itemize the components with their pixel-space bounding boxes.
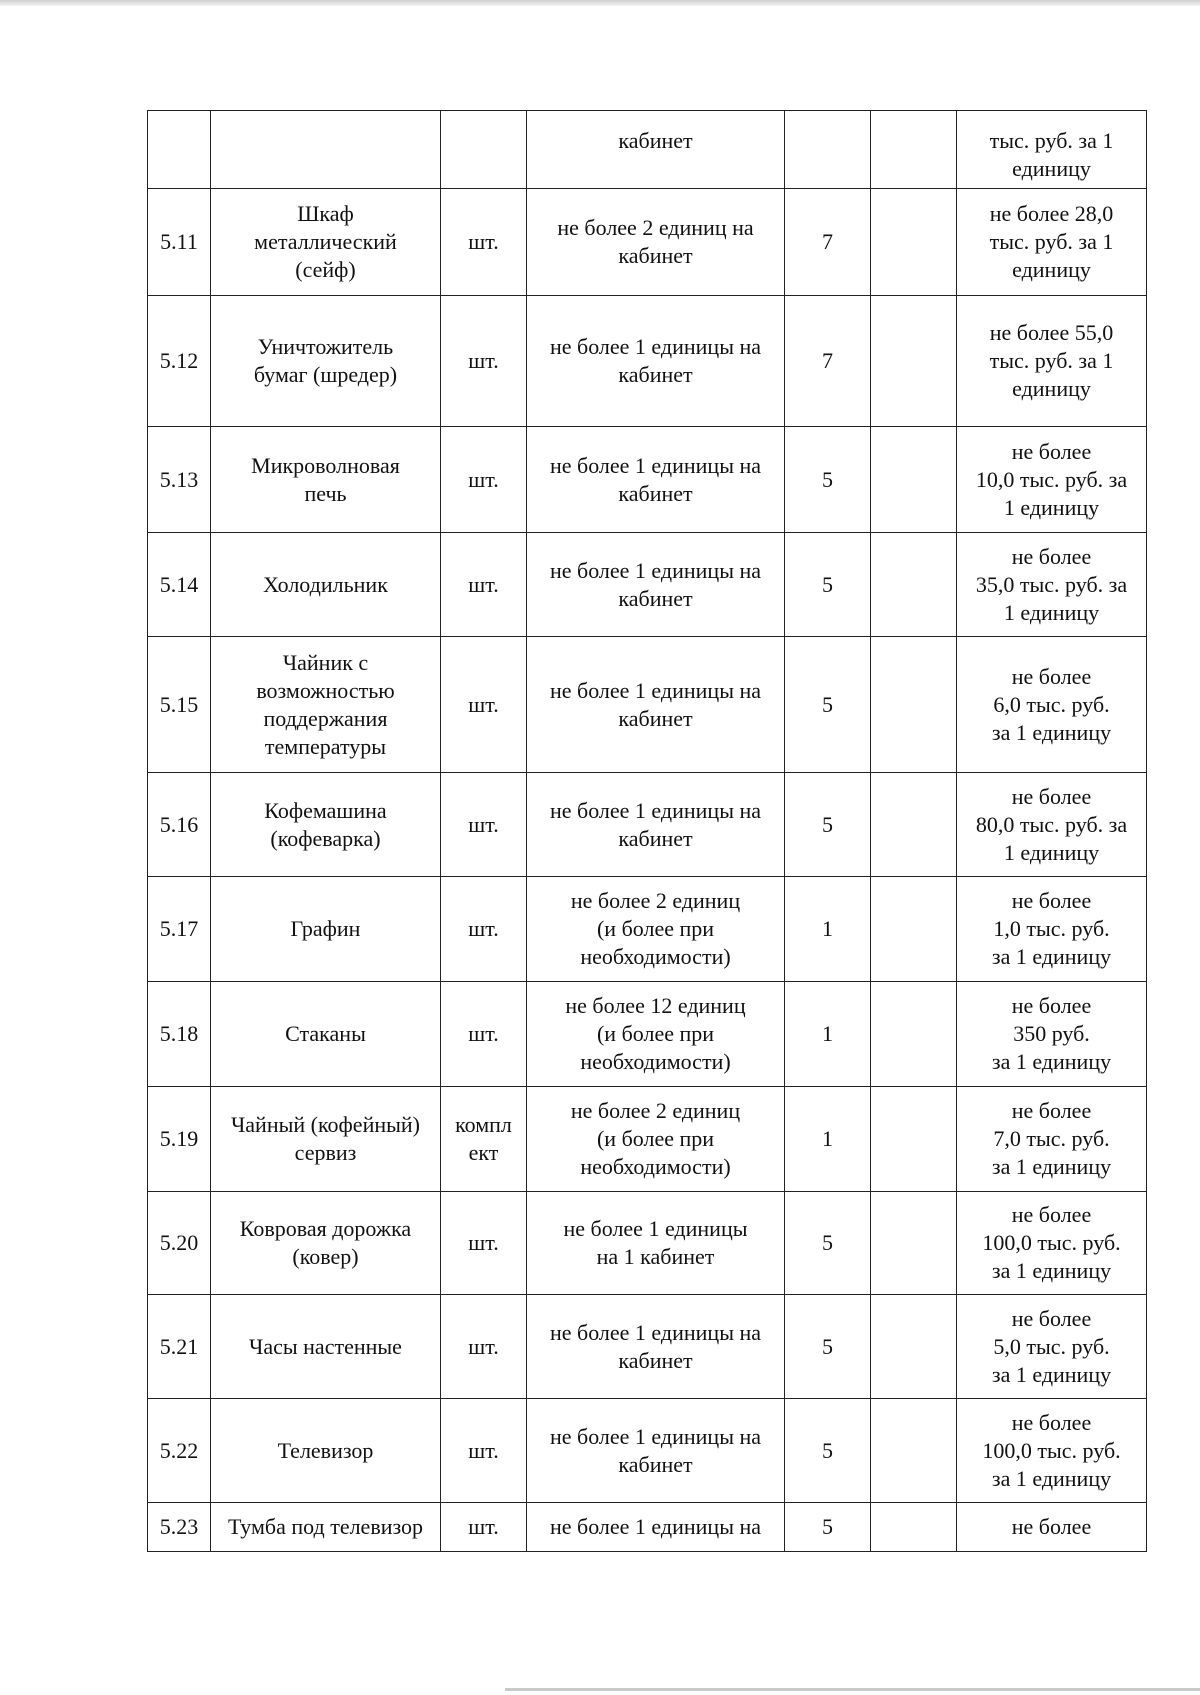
cell-unit: шт. xyxy=(441,533,527,637)
cell-num: 5.23 xyxy=(148,1503,211,1552)
cell-unit: компл ект xyxy=(441,1087,527,1192)
cell-num: 5.16 xyxy=(148,773,211,877)
cell-price: не более 28,0 тыс. руб. за 1 единицу xyxy=(957,189,1147,296)
cell-unit: шт. xyxy=(441,1295,527,1399)
cell-num: 5.15 xyxy=(148,637,211,773)
cell-num: 5.14 xyxy=(148,533,211,637)
cell-name: Чайник с возможностью поддержания температуры xyxy=(211,637,441,773)
cell-years: 5 xyxy=(785,773,871,877)
cell-norm: не более 1 единицы на кабинет xyxy=(527,296,785,427)
cell-unit: шт. xyxy=(441,1399,527,1503)
cell-name: Телевизор xyxy=(211,1399,441,1503)
cell-norm: не более 12 единиц (и более при необходимости) xyxy=(527,982,785,1087)
cell-extra xyxy=(871,637,957,773)
cell-name xyxy=(211,111,441,189)
cell-years: 5 xyxy=(785,1399,871,1503)
cell-extra xyxy=(871,1399,957,1503)
cell-norm: не более 1 единицы на xyxy=(527,1503,785,1552)
table-body xyxy=(148,111,1147,1552)
cell-name: Микроволновая печь xyxy=(211,427,441,533)
cell-years: 5 xyxy=(785,1295,871,1399)
table-row xyxy=(148,533,1147,637)
table-row xyxy=(148,1295,1147,1399)
cell-price: не более 100,0 тыс. руб. за 1 единицу xyxy=(957,1192,1147,1295)
table-row xyxy=(148,1399,1147,1503)
cell-norm: не более 1 единицы на кабинет xyxy=(527,637,785,773)
cell-name: Часы настенные xyxy=(211,1295,441,1399)
cell-norm: не более 1 единицы на кабинет xyxy=(527,773,785,877)
cell-price: не более 6,0 тыс. руб. за 1 единицу xyxy=(957,637,1147,773)
cell-price: тыс. руб. за 1 единицу xyxy=(957,111,1147,189)
cell-norm: не более 1 единицы на кабинет xyxy=(527,533,785,637)
cell-num: 5.13 xyxy=(148,427,211,533)
cell-years: 5 xyxy=(785,1503,871,1552)
cell-years: 7 xyxy=(785,189,871,296)
cell-norm: не более 1 единицы на 1 кабинет xyxy=(527,1192,785,1295)
cell-extra xyxy=(871,1503,957,1552)
cell-norm: не более 1 единицы на кабинет xyxy=(527,1399,785,1503)
cell-years: 1 xyxy=(785,982,871,1087)
cell-norm: не более 2 единиц (и более при необходимости) xyxy=(527,877,785,982)
cell-name: Холодильник xyxy=(211,533,441,637)
cell-num: 5.19 xyxy=(148,1087,211,1192)
cell-num: 5.22 xyxy=(148,1399,211,1503)
cell-extra xyxy=(871,1192,957,1295)
cell-price: не более 100,0 тыс. руб. за 1 единицу xyxy=(957,1399,1147,1503)
cell-price: не более 80,0 тыс. руб. за 1 единицу xyxy=(957,773,1147,877)
cell-name: Графин xyxy=(211,877,441,982)
cell-num: 5.12 xyxy=(148,296,211,427)
cell-years: 1 xyxy=(785,877,871,982)
cell-years: 5 xyxy=(785,427,871,533)
cell-price: не более 7,0 тыс. руб. за 1 единицу xyxy=(957,1087,1147,1192)
cell-unit: шт. xyxy=(441,1503,527,1552)
table-row xyxy=(148,877,1147,982)
cell-norm: не более 1 единицы на кабинет xyxy=(527,1295,785,1399)
cell-name: Шкаф металлический (сейф) xyxy=(211,189,441,296)
cell-unit: шт. xyxy=(441,1192,527,1295)
cell-extra xyxy=(871,1087,957,1192)
equipment-norms-table xyxy=(147,110,1147,1552)
cell-num: 5.21 xyxy=(148,1295,211,1399)
cell-years: 5 xyxy=(785,637,871,773)
cell-name: Тумба под телевизор xyxy=(211,1503,441,1552)
table-row-continued xyxy=(148,111,1147,189)
cell-unit: шт. xyxy=(441,637,527,773)
cell-extra xyxy=(871,296,957,427)
scan-edge-bottom xyxy=(505,1688,1200,1691)
cell-name: Стаканы xyxy=(211,982,441,1087)
cell-unit xyxy=(441,111,527,189)
table-row xyxy=(148,427,1147,533)
cell-num: 5.20 xyxy=(148,1192,211,1295)
cell-extra xyxy=(871,1295,957,1399)
cell-extra xyxy=(871,773,957,877)
cell-unit: шт. xyxy=(441,189,527,296)
table-row xyxy=(148,982,1147,1087)
cell-num: 5.11 xyxy=(148,189,211,296)
cell-price: не более 10,0 тыс. руб. за 1 единицу xyxy=(957,427,1147,533)
cell-extra xyxy=(871,877,957,982)
table-row xyxy=(148,773,1147,877)
cell-num xyxy=(148,111,211,189)
cell-name: Уничтожитель бумаг (шредер) xyxy=(211,296,441,427)
cell-unit: шт. xyxy=(441,982,527,1087)
cell-name: Чайный (кофейный) сервиз xyxy=(211,1087,441,1192)
cell-norm: не более 2 единиц на кабинет xyxy=(527,189,785,296)
scan-edge-top xyxy=(0,0,1200,6)
cell-unit: шт. xyxy=(441,296,527,427)
table-row xyxy=(148,1503,1147,1552)
cell-num: 5.18 xyxy=(148,982,211,1087)
cell-years xyxy=(785,111,871,189)
cell-name: Ковровая дорожка (ковер) xyxy=(211,1192,441,1295)
cell-norm: не более 1 единицы на кабинет xyxy=(527,427,785,533)
cell-unit: шт. xyxy=(441,773,527,877)
table-row xyxy=(148,189,1147,296)
cell-norm: кабинет xyxy=(527,111,785,189)
cell-years: 5 xyxy=(785,533,871,637)
cell-unit: шт. xyxy=(441,877,527,982)
cell-norm: не более 2 единиц (и более при необходимости) xyxy=(527,1087,785,1192)
cell-years: 5 xyxy=(785,1192,871,1295)
table-row xyxy=(148,296,1147,427)
cell-price: не более xyxy=(957,1503,1147,1552)
cell-num: 5.17 xyxy=(148,877,211,982)
table-row xyxy=(148,637,1147,773)
cell-extra xyxy=(871,982,957,1087)
table-row xyxy=(148,1087,1147,1192)
cell-extra xyxy=(871,427,957,533)
cell-price: не более 350 руб. за 1 единицу xyxy=(957,982,1147,1087)
cell-years: 7 xyxy=(785,296,871,427)
cell-name: Кофемашина (кофеварка) xyxy=(211,773,441,877)
cell-years: 1 xyxy=(785,1087,871,1192)
cell-price: не более 1,0 тыс. руб. за 1 единицу xyxy=(957,877,1147,982)
cell-price: не более 55,0 тыс. руб. за 1 единицу xyxy=(957,296,1147,427)
cell-extra xyxy=(871,189,957,296)
cell-price: не более 35,0 тыс. руб. за 1 единицу xyxy=(957,533,1147,637)
table-row xyxy=(148,1192,1147,1295)
cell-price: не более 5,0 тыс. руб. за 1 единицу xyxy=(957,1295,1147,1399)
cell-extra xyxy=(871,533,957,637)
cell-extra xyxy=(871,111,957,189)
cell-unit: шт. xyxy=(441,427,527,533)
